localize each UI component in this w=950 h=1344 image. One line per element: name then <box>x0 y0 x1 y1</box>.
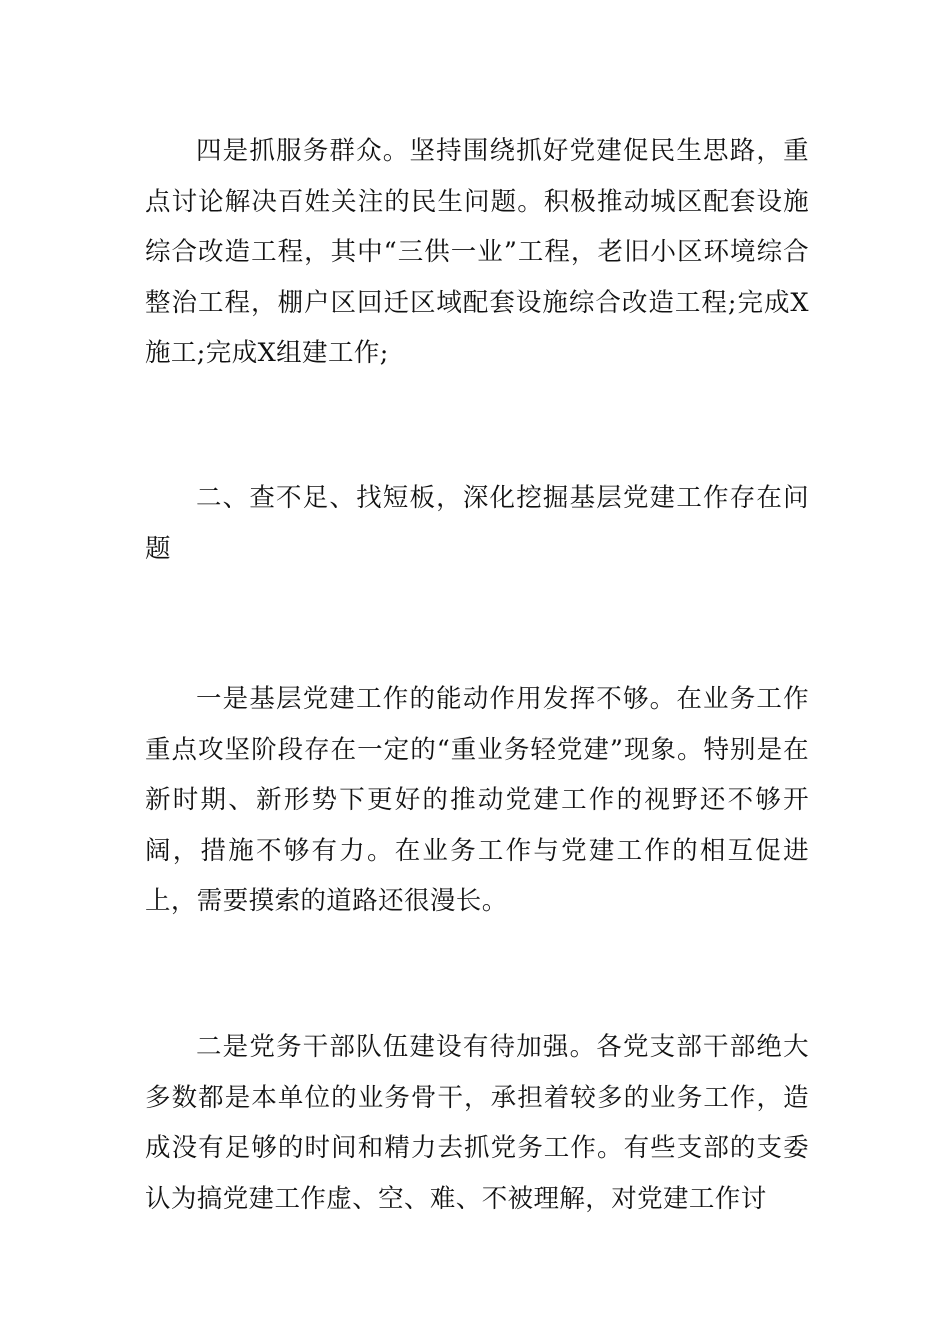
paragraph-cadre-team-building: 二是党务干部队伍建设有待加强。各党支部干部绝大多数都是本单位的业务骨干，承担着较多的业务工作，造成没有足够的时间和精力去抓党务工作。有些支部的支委认为搞党建工作虚、空、难、不被理解，对党建工作讨 <box>145 1032 809 1214</box>
section-heading-problems: 二、查不足、找短板，深化挖掘基层党建工作存在问题 <box>145 483 809 564</box>
paragraph-insufficient-role: 一是基层党建工作的能动作用发挥不够。在业务工作重点攻坚阶段存在一定的“重业务轻党建”现象。特别是在新时期、新形势下更好的推动党建工作的视野还不够开阔，措施不够有力。在业务工作与党建工作的相互促进上，需要摸索的道路还很漫长。 <box>145 684 809 916</box>
paragraph-serve-the-masses: 四是抓服务群众。坚持围绕抓好党建促民生思路，重点讨论解决百姓关注的民生问题。积极推动城区配套设施综合改造工程，其中“三供一业”工程，老旧小区环境综合整治工程，棚户区回迁区域配套设施综合改造工程;完成X施工;完成X组建工作; <box>145 136 809 368</box>
